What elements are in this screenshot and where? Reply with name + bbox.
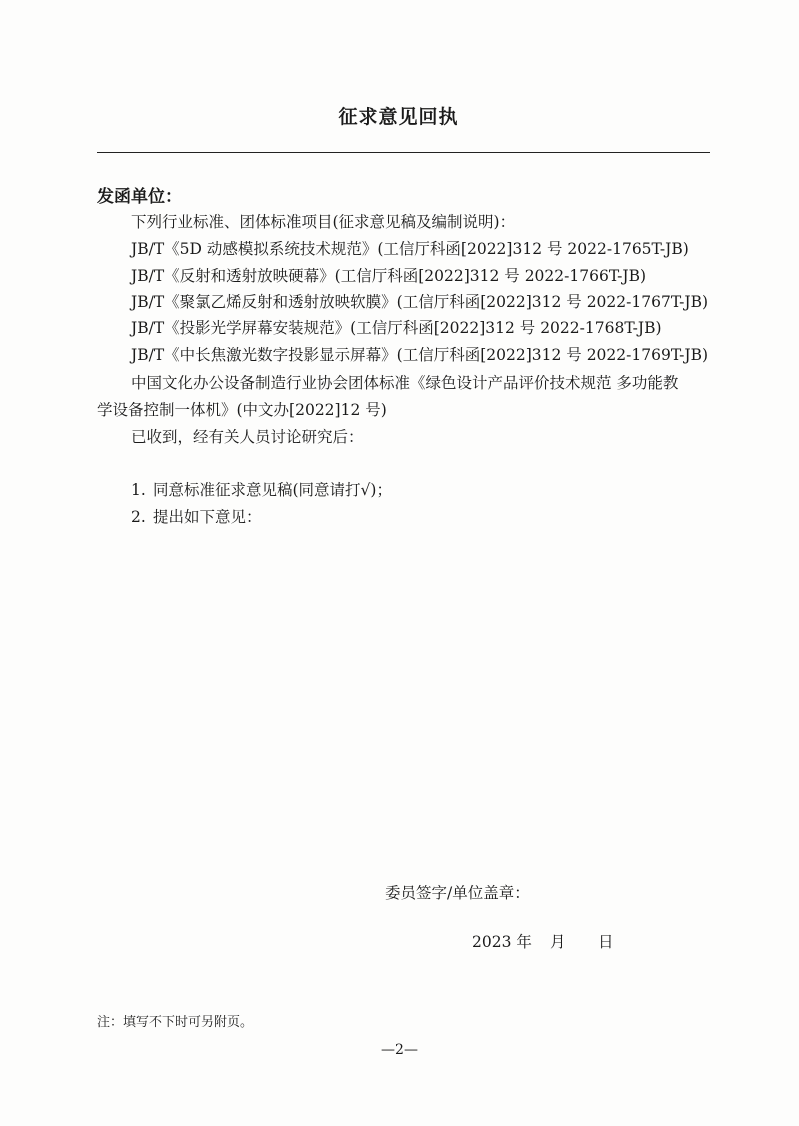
option-number: 2.: [131, 508, 146, 526]
standard-item: JB/T《反射和透射放映硬幕》(工信厅科函[2022]312 号 2022-1766T-JB): [131, 267, 647, 285]
option-comments: [131, 509, 262, 526]
footnote: 注：填写不下时可另附页。: [97, 1015, 254, 1030]
date-year: 2023 年: [472, 933, 532, 951]
page-title: 征求意见回执: [338, 106, 459, 128]
received-text: 已收到，经有关人员讨论研究后：: [131, 428, 364, 446]
option-number: 1.: [131, 481, 146, 499]
standard-item: JB/T《聚氯乙烯反射和透射放映软膜》(工信厅科函[2022]312 号 2022-1767T-JB): [131, 293, 709, 311]
signature-label: 委员签字/单位盖章：: [385, 884, 530, 902]
group-standard-line1: 中国文化办公设备制造行业协会团体标准《绿色设计产品评价技术规范 多功能教: [131, 374, 679, 392]
standard-item: JB/T《5D 动感模拟系统技术规范》(工信厅科函[2022]312 号 2022-1765T-JB): [131, 240, 689, 258]
option-text: 提出如下意见：: [153, 508, 262, 526]
sender-label: 发函单位：: [97, 187, 182, 207]
intro-text: 下列行业标准、团体标准项目(征求意见稿及编制说明)：: [131, 213, 516, 231]
date-month: 月: [550, 933, 566, 951]
option-text: 同意标准征求意见稿(同意请打√)；: [153, 481, 392, 499]
option-agree: [131, 482, 392, 499]
group-standard-line2: 学设备控制一体机》(中文办[2022]12 号): [97, 401, 387, 419]
standard-item: JB/T《投影光学屏幕安装规范》(工信厅科函[2022]312 号 2022-1768T-JB): [131, 319, 662, 337]
standard-item: JB/T《中长焦激光数字投影显示屏幕》(工信厅科函[2022]312 号 2022-1769T-JB): [131, 346, 709, 364]
page-number: —2—: [381, 1042, 418, 1058]
date-day: 日: [598, 933, 614, 951]
title-divider: [97, 152, 710, 153]
